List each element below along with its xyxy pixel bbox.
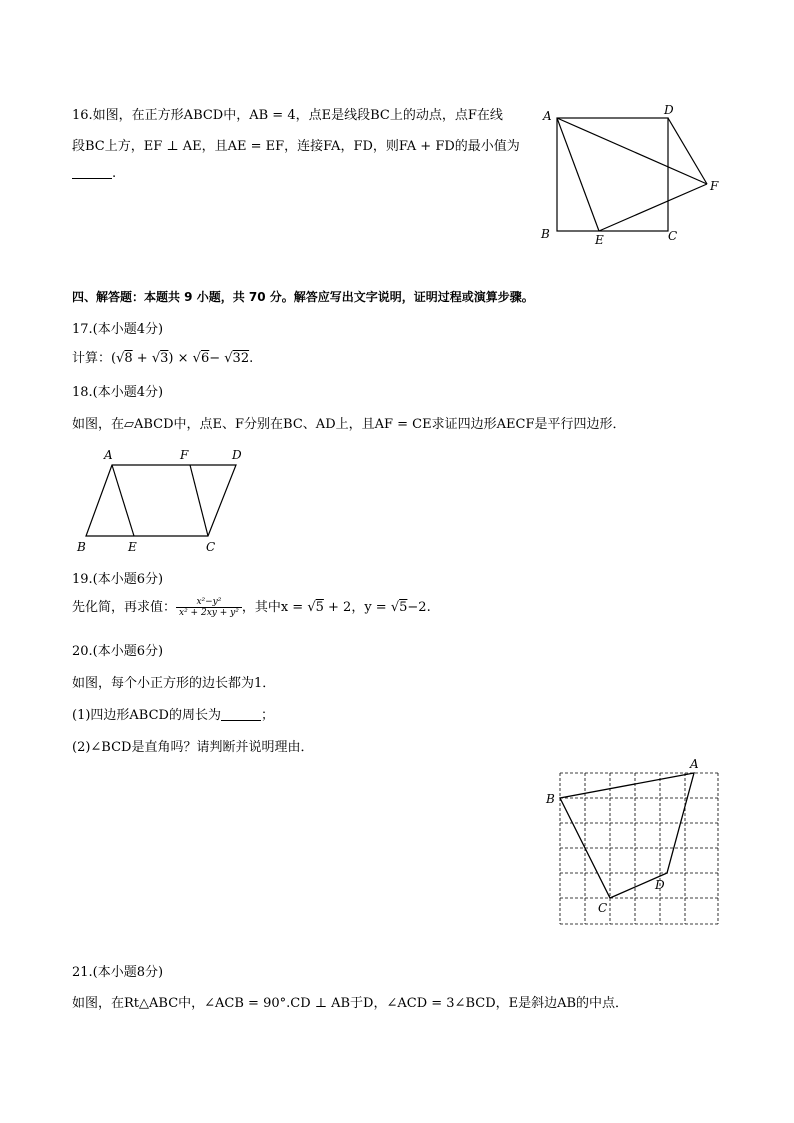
q19-fraction: $\frac{\text{x²−y²}}{\text{x² + 2xy + y²}}$ [176, 597, 242, 618]
q19-expression: 先化简，再求值： $\frac{\text{x²−y²}}{\text{x² + 2xy + y²}}$ ，其中x = √5 + 2，y = √5−2. [72, 597, 431, 618]
answer-blank [72, 166, 112, 179]
section-title: 四、解答题：本题共 9 小题，共 70 分。解答应写出文字说明，证明过程或演算步骤。 [72, 290, 534, 304]
q20-label-b: B [546, 792, 555, 806]
q18-label-d: D [232, 448, 242, 462]
q20-part2: (2)∠BCD是直角吗？请判断并说明理由． [72, 740, 314, 755]
q20-part1: (1)四边形ABCD的周长为 ； [72, 708, 274, 723]
q17-header: 17.(本小题4分) [72, 322, 164, 337]
q20-label-a: A [690, 757, 699, 771]
q17-expression: 计算：(√8 + √3) × √6− √32. [72, 351, 254, 366]
q16-figure [536, 100, 736, 250]
q20-label-d: D [655, 878, 665, 892]
q18-label-f: F [180, 448, 189, 462]
q16-label-f: F [710, 179, 719, 193]
q21-text: 如图，在Rt△ABC中，∠ACB = 90°.CD ⊥ AB于D，∠ACD = 3∠BCD，E是斜边AB的中点． [72, 996, 629, 1011]
answer-blank [221, 708, 261, 721]
q20-intro: 如图，每个小正方形的边长都为1． [72, 676, 276, 691]
q18-text: 如图，在▱ABCD中，点E、F分别在BC、AD上，且AF = CE求证四边形AECF是平行四边形． [72, 417, 626, 432]
q20-label-c: C [598, 901, 608, 915]
q19-header: 19.(本小题6分) [72, 572, 164, 587]
q16-period: . [112, 166, 117, 181]
q16-label-a: A [543, 109, 552, 123]
q18-label-c: C [206, 540, 216, 554]
q16-label-d: D [664, 103, 674, 117]
q16-label-c: C [668, 229, 678, 243]
q16-line2: 段BC上方，EF ⊥ AE，且AE = EF，连接FA，FD，则FA + FD的最小值为 [72, 139, 520, 154]
q16-line1: 16.如图，在正方形ABCD中，AB = 4，点E是线段BC上的动点，点F在线 [72, 108, 503, 123]
q18-figure [72, 444, 262, 554]
q18-label-b: B [77, 540, 86, 554]
q16-label-b: B [541, 227, 550, 241]
q20-header: 20.(本小题6分) [72, 644, 164, 659]
q16-label-e: E [595, 233, 604, 247]
q16-line3 [72, 166, 116, 181]
q18-label-e: E [128, 540, 137, 554]
q21-header: 21.(本小题8分) [72, 965, 164, 980]
q18-header: 18.(本小题4分) [72, 385, 164, 400]
q20-grid-figure [540, 756, 730, 926]
q18-label-a: A [104, 448, 113, 462]
